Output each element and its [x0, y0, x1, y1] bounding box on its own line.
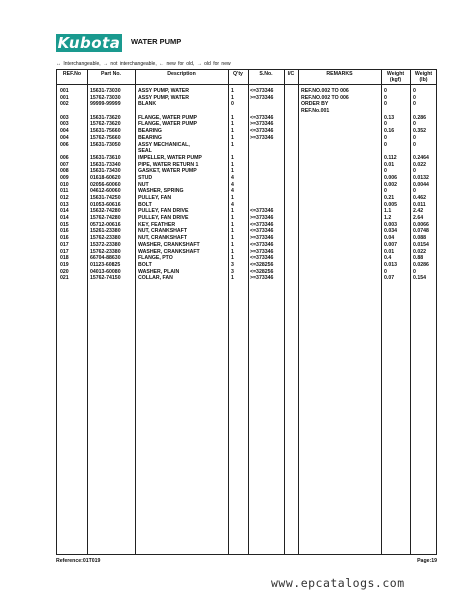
weight-lb-cell: 0.154 — [413, 275, 426, 282]
ref-no-cell: 003 — [60, 114, 69, 121]
weight-lb-cell: 0 — [413, 94, 416, 101]
weight-lb-cell: 0.0066 — [413, 221, 429, 228]
weight-lb-cell: 0.88 — [413, 255, 424, 262]
weight-kgf-cell: 0.007 — [384, 241, 397, 248]
watermark: www.epcatalogs.com — [271, 576, 405, 590]
table-row — [57, 142, 436, 155]
part-no-cell: 15631-75660 — [90, 128, 121, 135]
table-row — [57, 262, 436, 269]
description-cell: PULLEY, FAN DRIVE — [138, 215, 189, 222]
weight-kgf-cell: 0.21 — [384, 195, 395, 202]
weight-kgf-cell: 0.013 — [384, 261, 397, 268]
table-row — [57, 135, 436, 142]
parts-rows — [57, 88, 436, 282]
ref-no-cell: 010 — [60, 181, 69, 188]
table-row — [57, 115, 436, 122]
column-header-qty: Q'ty — [233, 71, 243, 77]
ref-no-cell: 014 — [60, 208, 69, 215]
serial-no-cell: <=373346 — [250, 88, 274, 94]
ref-no-cell: 006 — [60, 141, 69, 148]
ref-no-cell: 003 — [60, 121, 69, 128]
serial-no-cell: >=373346 — [250, 248, 274, 255]
part-no-cell: 15762-75660 — [90, 134, 121, 141]
qty-cell: 1 — [231, 215, 234, 222]
weight-lb-cell: 0.022 — [413, 248, 426, 255]
description-cell: NUT, CRANKSHAFT — [138, 228, 187, 235]
weight-kgf-cell: 0.006 — [384, 174, 397, 181]
description-cell: BOLT — [138, 261, 152, 268]
weight-lb-cell: 0.2464 — [413, 154, 429, 161]
part-no-cell: 01053-60616 — [90, 201, 121, 208]
part-no-cell: 05712-00616 — [90, 221, 121, 228]
ref-no-cell: 015 — [60, 221, 69, 228]
weight-lb-cell: 0.0044 — [413, 181, 429, 188]
table-row — [57, 208, 436, 215]
weight-lb-cell: 0 — [413, 268, 416, 275]
reference-code: Reference:01T019 — [56, 558, 101, 564]
description-cell: BEARING — [138, 134, 162, 141]
ref-no-cell: 008 — [60, 168, 69, 175]
table-row — [57, 195, 436, 202]
weight-lb-cell: 2.42 — [413, 208, 424, 215]
weight-kgf-cell: 0.003 — [384, 221, 397, 228]
part-no-cell: 02056-60060 — [90, 181, 121, 188]
description-cell: FLANGE, WATER PUMP — [138, 121, 197, 128]
part-no-cell: 15631-73610 — [90, 154, 121, 161]
weight-kgf-label: Weight — [386, 71, 405, 77]
qty-cell: 1 — [231, 255, 234, 262]
description-cell-line2: SEAL — [138, 148, 152, 155]
weight-kgf-cell: 0.4 — [384, 255, 392, 262]
weight-lb-cell: 0 — [413, 141, 416, 148]
qty-cell: 1 — [231, 154, 234, 161]
qty-cell: 1 — [231, 195, 234, 202]
kubota-logo: Kubota — [57, 34, 121, 52]
description-cell: STUD — [138, 174, 153, 181]
part-no-cell: 01618-60620 — [90, 174, 121, 181]
qty-cell: 1 — [231, 114, 234, 121]
weight-kgf-cell: 1.1 — [384, 208, 392, 215]
weight-kgf-cell: 0 — [384, 188, 387, 195]
part-no-cell: 04612-60060 — [90, 188, 121, 195]
table-row — [57, 175, 436, 182]
table-row — [57, 182, 436, 189]
weight-kgf-cell: 0 — [384, 101, 387, 108]
description-cell: WASHER, CRANKSHAFT — [138, 248, 200, 255]
ref-no-cell: 016 — [60, 228, 69, 235]
table-row — [57, 228, 436, 235]
serial-no-cell: <=328256 — [250, 261, 274, 268]
column-header-weight-kgf — [381, 71, 410, 83]
ref-no-cell: 001 — [60, 94, 69, 101]
serial-no-cell: <=373346 — [250, 228, 274, 235]
weight-lb-cell: 0.0286 — [413, 261, 429, 268]
table-row — [57, 269, 436, 276]
table-row — [57, 188, 436, 195]
table-row — [57, 101, 436, 114]
parts-table — [56, 69, 437, 555]
weight-kgf-cell: 1.2 — [384, 215, 392, 222]
qty-cell: 4 — [231, 188, 234, 195]
ref-no-cell: 007 — [60, 161, 69, 168]
qty-cell: 1 — [231, 141, 234, 148]
ref-no-cell: 019 — [60, 261, 69, 268]
weight-lb-cell: 0 — [413, 121, 416, 128]
table-row — [57, 235, 436, 242]
description-cell: IMPELLER, WATER PUMP — [138, 154, 202, 161]
weight-lb-cell: 0.0154 — [413, 241, 429, 248]
remarks-cell: REF.NO.002 TO 006 — [301, 88, 349, 94]
weight-lb-cell: 0 — [413, 88, 416, 94]
part-no-cell: 15762-74280 — [90, 215, 121, 222]
table-row — [57, 202, 436, 209]
weight-lb-cell: 0.022 — [413, 161, 426, 168]
interchangeability-legend: ↔ Interchangeable, → not interchangeable, ← new for old, → old for new — [56, 61, 231, 67]
qty-cell: 1 — [231, 168, 234, 175]
weight-kgf-cell: 0.01 — [384, 248, 395, 255]
table-row — [57, 215, 436, 222]
part-no-cell: 15631-73430 — [90, 168, 121, 175]
weight-lb-cell: 0.0132 — [413, 174, 429, 181]
description-cell: ASSY PUMP, WATER — [138, 94, 190, 101]
qty-cell: 0 — [231, 101, 234, 108]
description-cell: PULLEY, FAN DRIVE — [138, 208, 189, 215]
description-cell: KEY, FEATHER — [138, 221, 176, 228]
serial-no-cell: >=373346 — [250, 94, 274, 101]
page-number: Page:19 — [417, 558, 437, 564]
weight-kgf-cell: 0 — [384, 268, 387, 275]
part-no-cell: 15631-73030 — [90, 88, 121, 94]
qty-cell: 4 — [231, 181, 234, 188]
table-row — [57, 275, 436, 282]
ref-no-cell: 012 — [60, 195, 69, 202]
description-cell: FLANGE, WATER PUMP — [138, 114, 197, 121]
ref-no-cell: 017 — [60, 248, 69, 255]
qty-cell: 1 — [231, 128, 234, 135]
table-row — [57, 255, 436, 262]
description-cell: WASHER, PLAIN — [138, 268, 180, 275]
qty-cell: 3 — [231, 268, 234, 275]
description-cell: WASHER, CRANKSHAFT — [138, 241, 200, 248]
weight-lb-cell: 0 — [413, 101, 416, 108]
ref-no-cell: 013 — [60, 201, 69, 208]
description-cell: BLANK — [138, 101, 157, 108]
description-cell: WASHER, SPRING — [138, 188, 184, 195]
table-row — [57, 128, 436, 135]
ref-no-cell: 018 — [60, 255, 69, 262]
qty-cell: 1 — [231, 121, 234, 128]
column-header-weight-lb — [410, 71, 437, 83]
serial-no-cell: >=373346 — [250, 121, 274, 128]
ref-no-cell: 004 — [60, 128, 69, 135]
part-no-cell: 15762-74150 — [90, 275, 121, 282]
serial-no-cell: >=373346 — [250, 235, 274, 242]
part-no-cell: 15762-73620 — [90, 121, 121, 128]
qty-cell: 1 — [231, 228, 234, 235]
qty-cell: 4 — [231, 201, 234, 208]
part-no-cell: 01123-60825 — [90, 261, 121, 268]
table-row — [57, 95, 436, 102]
qty-cell: 1 — [231, 134, 234, 141]
weight-kgf-cell: 0.005 — [384, 201, 397, 208]
part-no-cell: 15762-73030 — [90, 94, 121, 101]
header-rule — [57, 84, 436, 85]
table-row — [57, 121, 436, 128]
weight-kgf-cell: 0.16 — [384, 128, 395, 135]
part-no-cell: 15632-74280 — [90, 208, 121, 215]
serial-no-cell: >=373346 — [250, 275, 274, 282]
table-row — [57, 249, 436, 256]
qty-cell: 1 — [231, 275, 234, 282]
column-header-serial-no: S.No. — [259, 71, 273, 77]
weight-kgf-cell: 0 — [384, 88, 387, 94]
table-row — [57, 242, 436, 249]
weight-lb-label: Weight — [414, 71, 433, 77]
description-cell: PULLEY, FAN — [138, 195, 172, 202]
description-cell: FLANGE, PTO — [138, 255, 173, 262]
part-no-cell: 15762-23380 — [90, 248, 121, 255]
serial-no-cell: <=373346 — [250, 241, 274, 248]
weight-lb-cell: 0.462 — [413, 195, 426, 202]
qty-cell: 4 — [231, 174, 234, 181]
serial-no-cell: <=373346 — [250, 255, 274, 262]
description-cell: ASSY PUMP, WATER — [138, 88, 190, 94]
weight-kgf-cell: 0.01 — [384, 161, 395, 168]
remarks-cell: ORDER BY — [301, 101, 329, 108]
weight-kgf-cell: 0.07 — [384, 275, 395, 282]
column-header-ic: I/C — [287, 71, 295, 77]
weight-lb-cell: 0 — [413, 168, 416, 175]
qty-cell: 1 — [231, 161, 234, 168]
column-header-part-no: Part No. — [101, 71, 121, 77]
weight-kgf-cell: 0.034 — [384, 228, 397, 235]
ref-no-cell: 021 — [60, 275, 69, 282]
part-no-cell: 15261-23380 — [90, 228, 121, 235]
table-row — [57, 88, 436, 95]
part-no-cell: 04013-60080 — [90, 268, 121, 275]
weight-lb-cell: 0.011 — [413, 201, 426, 208]
weight-kgf-cell: 0.04 — [384, 235, 395, 242]
description-cell: NUT — [138, 181, 149, 188]
table-row — [57, 168, 436, 175]
qty-cell: 1 — [231, 248, 234, 255]
qty-cell: 1 — [231, 241, 234, 248]
ref-no-cell: 004 — [60, 134, 69, 141]
ref-no-cell: 006 — [60, 154, 69, 161]
weight-lb-cell: 0.088 — [413, 235, 426, 242]
part-no-cell: 15631-73050 — [90, 141, 121, 148]
ref-no-cell: 014 — [60, 215, 69, 222]
weight-kgf-cell: 0.002 — [384, 181, 397, 188]
column-header-description: Description — [167, 71, 196, 77]
serial-no-cell: <=373346 — [250, 128, 274, 135]
ref-no-cell: 016 — [60, 235, 69, 242]
qty-cell: 1 — [231, 221, 234, 228]
qty-cell: 3 — [231, 261, 234, 268]
table-row — [57, 155, 436, 162]
qty-cell: 1 — [231, 208, 234, 215]
ref-no-cell: 017 — [60, 241, 69, 248]
remarks-cell: REF.NO.002 TO 006 — [301, 94, 349, 101]
serial-no-cell: <=328256 — [250, 268, 274, 275]
weight-kgf-cell: 0 — [384, 94, 387, 101]
serial-no-cell: >=373346 — [250, 134, 274, 141]
column-header-remarks: REMARKS — [326, 71, 353, 77]
description-cell: NUT, CRANKSHAFT — [138, 235, 187, 242]
weight-lb-cell: 0 — [413, 188, 416, 195]
qty-cell: 1 — [231, 235, 234, 242]
serial-no-cell: <=373346 — [250, 114, 274, 121]
weight-lb-cell: 0.0748 — [413, 228, 429, 235]
ref-no-cell: 011 — [60, 188, 69, 195]
weight-kgf-cell: 0.112 — [384, 154, 397, 161]
page-title: WATER PUMP — [131, 37, 182, 46]
weight-lb-cell: 0.352 — [413, 128, 426, 135]
part-no-cell: 99999-99999 — [90, 101, 121, 108]
serial-no-cell: <=373346 — [250, 221, 274, 228]
ref-no-cell: 002 — [60, 101, 69, 108]
weight-kgf-cell: 0 — [384, 134, 387, 141]
weight-kgf-cell: 0 — [384, 141, 387, 148]
serial-no-cell: <=373346 — [250, 208, 274, 215]
table-row — [57, 222, 436, 229]
part-no-cell: 15372-23380 — [90, 241, 121, 248]
weight-kgf-cell: 0.13 — [384, 114, 395, 121]
ref-no-cell: 020 — [60, 268, 69, 275]
weight-kgf-cell: 0 — [384, 168, 387, 175]
ref-no-cell: 009 — [60, 174, 69, 181]
part-no-cell: 15631-73620 — [90, 114, 121, 121]
description-cell: GASKET, WATER PUMP — [138, 168, 197, 175]
remarks-cell-line2: REF.No.001 — [301, 108, 330, 115]
part-no-cell: 66704-88630 — [90, 255, 121, 262]
qty-cell: 1 — [231, 94, 234, 101]
part-no-cell: 15631-73340 — [90, 161, 121, 168]
weight-lb-cell: 2.64 — [413, 215, 424, 222]
description-cell: ASSY MECHANICAL, — [138, 141, 190, 148]
weight-kgf-cell: 0 — [384, 121, 387, 128]
description-cell: COLLAR, FAN — [138, 275, 173, 282]
ref-no-cell: 001 — [60, 88, 69, 94]
description-cell: PIPE, WATER RETURN 1 — [138, 161, 199, 168]
column-header-ref-no: REF.No — [62, 71, 82, 77]
weight-kgf-unit: (kgf) — [389, 77, 402, 83]
weight-lb-unit: (lb) — [419, 77, 428, 83]
part-no-cell: 15631-74250 — [90, 195, 121, 202]
weight-lb-cell: 0 — [413, 134, 416, 141]
part-no-cell: 15762-23380 — [90, 235, 121, 242]
table-row — [57, 162, 436, 169]
description-cell: BOLT — [138, 201, 152, 208]
qty-cell: 1 — [231, 88, 234, 94]
weight-lb-cell: 0.286 — [413, 114, 426, 121]
serial-no-cell: >=373346 — [250, 215, 274, 222]
description-cell: BEARING — [138, 128, 162, 135]
